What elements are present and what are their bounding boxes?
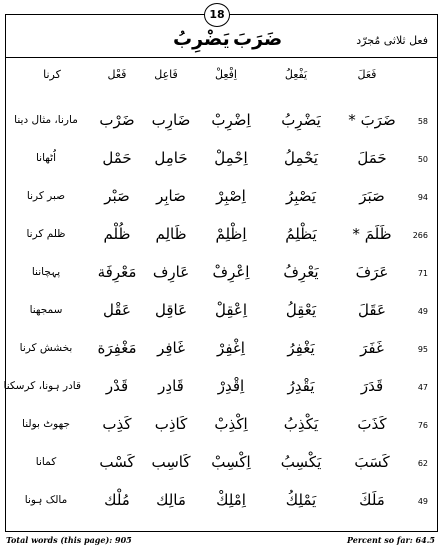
table-row (5, 370, 438, 410)
table-row (5, 104, 438, 144)
column-header: فَعْل (107, 68, 127, 81)
past-tense: عَرَفَ (355, 263, 389, 281)
active-participle: كَاذِب (154, 415, 188, 433)
verbal-noun: ضَرْب (99, 111, 135, 129)
percent-so-far: Percent so far: 64.5 (346, 535, 435, 545)
imperative: اِكْسِبْ (211, 453, 251, 471)
table-row (5, 180, 438, 220)
active-participle: صَابِر (156, 187, 186, 205)
past-tense: كَذَبَ (357, 415, 387, 433)
imperative: اِحْمِلْ (214, 149, 248, 167)
column-header: فَعَلَ (357, 68, 377, 81)
table-row (5, 294, 438, 334)
verbal-noun: قَدْر (105, 377, 129, 395)
active-participle: حَامِل (154, 149, 188, 167)
imperative: اِعْرِفْ (212, 263, 250, 281)
word-count: 71 (417, 269, 428, 278)
imperative: اِمْلِكْ (216, 491, 246, 509)
table-row (5, 408, 438, 448)
imperative: اِصْبِرْ (216, 187, 246, 205)
active-participle: كَاسِب (151, 453, 191, 471)
verbal-noun: عَقْل (103, 301, 131, 319)
active-participle: ضَارِب (151, 111, 191, 129)
urdu-meaning: صبر کرنا (26, 190, 66, 202)
past-tense: حَمَلَ (357, 149, 387, 167)
word-count: 266 (412, 231, 428, 240)
table-row (5, 484, 438, 524)
active-participle: عَاقِل (154, 301, 188, 319)
word-count: 94 (417, 193, 428, 202)
past-tense: ضَرَبَ * (348, 111, 396, 129)
imperative: اِقْدِرْ (217, 377, 245, 395)
urdu-meaning: جھوٹ بولنا (22, 418, 70, 430)
verb-form-label: فعل ثلاثی مُجرّد (356, 34, 428, 47)
header-verb-past: ضَرَبَ (233, 28, 283, 50)
table-header (5, 28, 438, 58)
column-header: فَاعِل (154, 68, 178, 81)
active-participle: ظَالِم (155, 225, 187, 243)
urdu-meaning: سمجھنا (29, 304, 63, 316)
column-header: کرنا (43, 68, 61, 81)
present-tense: يَمْلِكُ (285, 491, 317, 509)
table-row (5, 256, 438, 296)
word-count: 50 (417, 155, 428, 164)
column-header: يَفْعِلُ (284, 68, 308, 81)
verbal-noun: مُلْك (104, 491, 130, 509)
page-number: 18 (204, 3, 230, 27)
verbal-noun: كَذِب (102, 415, 132, 433)
past-tense: قَدَرَ (360, 377, 384, 395)
total-words: Total words (this page): 905 (6, 535, 132, 545)
urdu-meaning: پہچاننا (31, 266, 61, 278)
active-participle: غَافِر (157, 339, 185, 357)
word-count: 49 (417, 497, 428, 506)
verbal-noun: مَغْفِرَة (97, 339, 137, 357)
word-count: 76 (417, 421, 428, 430)
verbal-noun: صَبْر (104, 187, 130, 205)
active-participle: قَادِر (158, 377, 184, 395)
urdu-meaning: مالک ہونا (24, 494, 68, 506)
active-participle: مَالِك (156, 491, 186, 509)
present-tense: يَغْفِرُ (287, 339, 315, 357)
urdu-meaning: قادر ہونا، کرسکنا (3, 380, 81, 392)
verbal-noun: حَمْل (102, 149, 132, 167)
header-verb-present: يَضْرِبُ (173, 28, 230, 50)
present-tense: يَكْسِبُ (280, 453, 322, 471)
past-tense: غَفَرَ (360, 339, 384, 357)
imperative: اِكْذِبْ (214, 415, 248, 433)
verbal-noun: ظُلْم (103, 225, 131, 243)
table-row (5, 332, 438, 372)
urdu-meaning: مارنا، مثال دینا (14, 114, 78, 126)
past-tense: عَقَلَ (358, 301, 386, 319)
present-tense: يَعْقِلُ (285, 301, 317, 319)
past-tense: صَبَرَ (359, 187, 385, 205)
word-count: 47 (417, 383, 428, 392)
present-tense: يَحْمِلُ (284, 149, 318, 167)
verbal-noun: كَسْب (99, 453, 135, 471)
word-count: 95 (417, 345, 428, 354)
table-row (5, 446, 438, 486)
word-count: 49 (417, 307, 428, 316)
word-count: 58 (417, 117, 428, 126)
present-tense: يَعْرِفُ (283, 263, 319, 281)
active-participle: عَارِف (152, 263, 190, 281)
present-tense: يَظْلِمُ (285, 225, 317, 243)
verbal-noun: مَعْرِفَة (97, 263, 137, 281)
urdu-meaning: اُٹھانا (35, 152, 56, 164)
urdu-meaning: بخشش کرنا (19, 342, 73, 354)
imperative: اِضْرِبْ (211, 111, 251, 129)
column-header: اِفْعِلْ (215, 68, 237, 81)
urdu-meaning: ظلم کرنا (26, 228, 66, 240)
present-tense: يَكْذِبُ (283, 415, 319, 433)
present-tense: يَقْدِرُ (287, 377, 315, 395)
table-row (5, 218, 438, 258)
imperative: اِعْقِلْ (214, 301, 248, 319)
past-tense: ظَلَمَ * (352, 225, 392, 243)
present-tense: يَصْبِرُ (286, 187, 316, 205)
past-tense: كَسَبَ (354, 453, 390, 471)
word-count: 62 (417, 459, 428, 468)
imperative: اِظْلِمْ (215, 225, 247, 243)
imperative: اِغْفِرْ (217, 339, 245, 357)
past-tense: مَلَكَ (359, 491, 385, 509)
urdu-meaning: کمانا (35, 456, 57, 468)
table-row (5, 142, 438, 182)
present-tense: يَضْرِبُ (281, 111, 321, 129)
